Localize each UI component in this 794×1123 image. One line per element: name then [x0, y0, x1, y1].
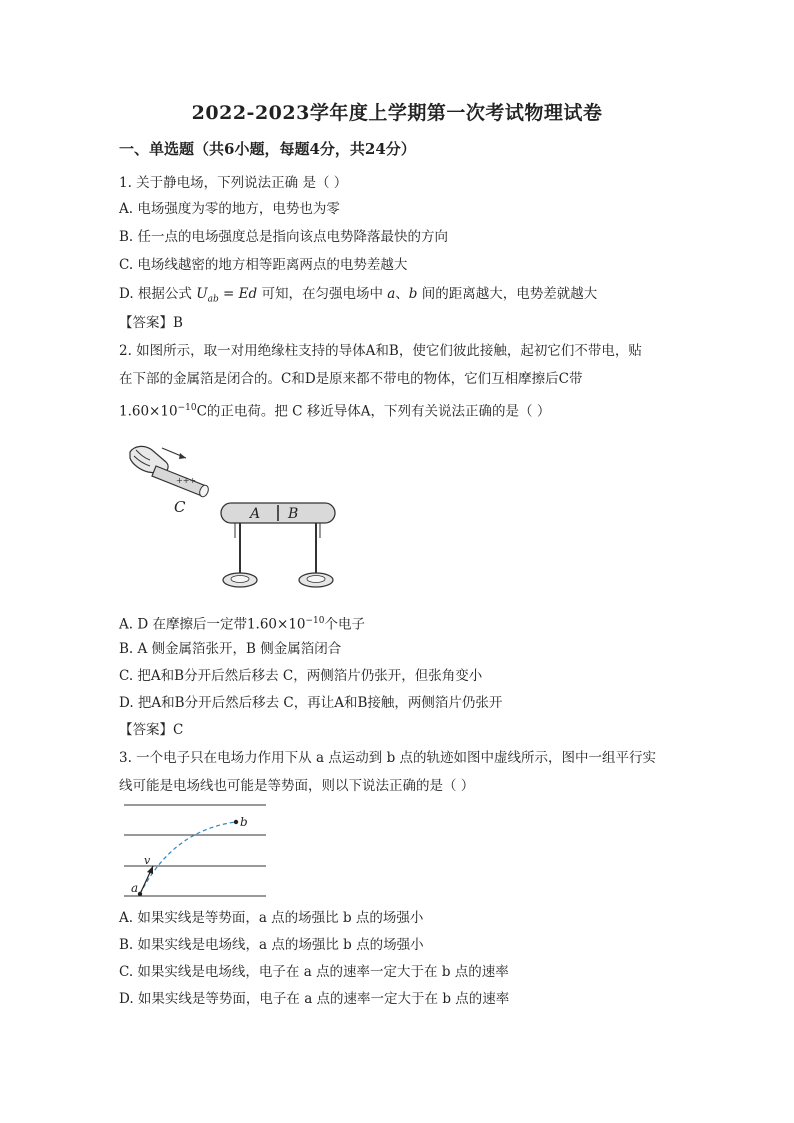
- q2-answer: [119, 721, 183, 739]
- point-b: [234, 820, 238, 824]
- q1-stem: 1. 关于静电场，下列说法正确 是（ ）: [119, 175, 348, 191]
- q2-option-a-number: 1.60×10: [246, 616, 306, 633]
- q1-option-a: A. 电场强度为零的地方，电势也为零: [119, 201, 340, 217]
- q1-answer-value: B: [173, 315, 183, 331]
- q2-option-a-exponent: −10: [305, 616, 325, 626]
- q1-option-d-end: 间的距离越大，电势差就越大: [417, 286, 598, 302]
- label-a: a: [131, 881, 139, 895]
- svg-text:+++: +++: [176, 476, 197, 485]
- q3-option-d: D. 如果实线是等势面，电子在 a 点的速率一定大于在 b 点的速率: [119, 991, 510, 1007]
- q1-answer-label: 【答案】: [119, 315, 173, 331]
- q2-stem-line-1: 2. 如图所示，取一对用绝缘柱支持的导体A和B，使它们彼此接触，起初它们不带电，贴: [119, 343, 642, 359]
- q3-option-c: C. 如果实线是电场线，电子在 a 点的速率一定大于在 b 点的速率: [119, 964, 509, 980]
- q2-stem-rest: C的正电荷。把 C 移近导体A，下列有关说法正确的是（ ）: [196, 403, 551, 420]
- q1-formula-rest: = Ed: [218, 286, 258, 302]
- q2-option-a-post: 个电子: [324, 616, 366, 633]
- q1-var-a: a: [382, 286, 396, 302]
- q2-answer-value: C: [173, 722, 184, 738]
- q2-charge-exponent: −10: [177, 403, 197, 413]
- q2-option-a-pre: A. D 在摩擦后一定带: [119, 616, 247, 633]
- q2-option-a: [119, 612, 365, 634]
- q2-answer-label: 【答案】: [119, 722, 173, 738]
- q1-formula-u: U: [196, 286, 208, 302]
- q2-stem-line-3: [119, 399, 550, 421]
- label-v: v: [144, 854, 151, 867]
- insulating-stand-right-icon: [299, 523, 333, 587]
- q1-option-d-post: 可知，在匀强电场中: [257, 286, 383, 302]
- q1-var-b: b: [408, 286, 418, 302]
- q3-option-a: A. 如果实线是等势面，a 点的场强比 b 点的场强小: [119, 910, 424, 926]
- q3-stem-line-1: 3. 一个电子只在电场力作用下从 a 点运动到 b 点的轨迹如图中虚线所示，图中一组平行实: [119, 750, 657, 766]
- page-title: 2022-2023学年度上学期第一次考试物理试卷: [191, 102, 603, 124]
- label-b: b: [240, 815, 248, 829]
- q1-answer: [119, 314, 183, 332]
- q2-option-c: C. 把A和B分开后然后移去 C，两侧箔片仍张开，但张角变小: [119, 668, 483, 684]
- q2-stem-line-2: 在下部的金属箔是闭合的。C和D是原来都不带电的物体，它们互相摩擦后C带: [119, 371, 583, 387]
- q3-option-b: B. 如果实线是电场线，a 点的场强比 b 点的场强小: [119, 937, 424, 953]
- q3-stem-line-2: 线可能是电场线也可能是等势面，则以下说法正确的是（ ）: [119, 778, 475, 794]
- q1-option-d-pre: D. 根据公式: [119, 286, 192, 302]
- arrow-icon: [162, 448, 186, 459]
- conductor-ab-icon: [221, 503, 335, 538]
- q1-option-c: C. 电场线越密的地方相等距离两点的电势差越大: [119, 257, 408, 273]
- rod-c-icon: [152, 466, 210, 498]
- point-a: [138, 892, 142, 896]
- insulating-stand-left-icon: [223, 523, 257, 587]
- q2-option-b: B. A 侧金属箔张开，B 侧金属箔闭合: [119, 641, 342, 657]
- q1-option-d: [119, 285, 597, 309]
- velocity-arrow-icon: [140, 866, 153, 894]
- q3-field-figure: [120, 800, 270, 902]
- q1-option-b: B. 任一点的电场强度总是指向该点电势降落最快的方向: [119, 229, 449, 245]
- label-a: A: [250, 506, 261, 522]
- trajectory-path: [140, 822, 236, 894]
- q2-charge-number: 1.60×10: [119, 403, 178, 420]
- q1-formula-sub: ab: [207, 294, 219, 305]
- label-c: C: [174, 498, 186, 516]
- q1-option-d-mid: 、: [395, 286, 409, 302]
- label-b: B: [288, 506, 299, 522]
- q2-conductor-figure: [120, 438, 350, 593]
- section-heading: 一、单选题（共6小题，每题4分，共24分）: [119, 140, 416, 158]
- q2-option-d: D. 把A和B分开后然后移去 C，再让A和B接触，两侧箔片仍张开: [119, 695, 503, 711]
